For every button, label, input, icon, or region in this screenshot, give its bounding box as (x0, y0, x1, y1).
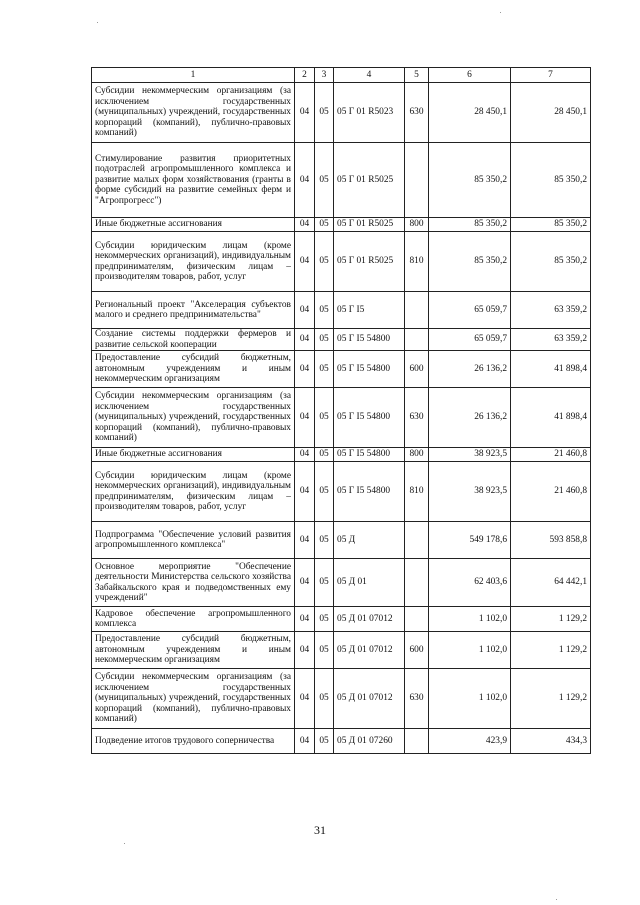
scan-speck (124, 843, 125, 844)
row-expense-type: 630 (405, 83, 429, 143)
row-value-1: 26 136,2 (429, 351, 511, 388)
row-expense-type: 630 (405, 669, 429, 729)
row-expense-type (405, 559, 429, 607)
row-value-1: 62 403,6 (429, 559, 511, 607)
table-row (92, 329, 591, 351)
row-name: Подведение итогов трудового соперничества (92, 729, 295, 754)
row-col-3: 05 (315, 388, 334, 448)
row-value-2: 85 350,2 (511, 232, 591, 292)
row-expense-type: 600 (405, 351, 429, 388)
row-value-2: 1 129,2 (511, 669, 591, 729)
row-name: Стимулирование развития приоритетных подотраслей агропромышленного комплекса и развитие малых форм хозяйствования (гранты в форме субсидий на развитие семейных ферм и "Агропрогресс") (92, 143, 295, 218)
row-value-1: 85 350,2 (429, 218, 511, 232)
row-expense-type (405, 607, 429, 632)
row-name: Основное мероприятие "Обеспечение деятельности Министерства сельского хозяйства Забайкальского края и подведомственных ему учреждений" (92, 559, 295, 607)
row-value-1: 423,9 (429, 729, 511, 754)
table-row (92, 607, 591, 632)
row-name: Региональный проект "Акселерация субъектов малого и среднего предпринимательства" (92, 292, 295, 329)
header-col-6: 6 (429, 68, 511, 83)
row-code: 05 Г I5 54800 (334, 351, 405, 388)
row-name: Кадровое обеспечение агропромышленного комплекса (92, 607, 295, 632)
row-col-2: 04 (295, 329, 315, 351)
row-expense-type (405, 143, 429, 218)
row-code: 05 Г 01 R5025 (334, 218, 405, 232)
row-value-1: 85 350,2 (429, 143, 511, 218)
row-value-1: 1 102,0 (429, 632, 511, 669)
row-name: Субсидии некоммерческим организациям (за исключением государственных (муниципальных) учреждений, государственных корпораций (компаний), публично-правовых компаний) (92, 388, 295, 448)
table-row (92, 729, 591, 754)
row-col-3: 05 (315, 218, 334, 232)
row-code: 05 Д 01 07012 (334, 607, 405, 632)
row-col-3: 05 (315, 669, 334, 729)
row-col-2: 04 (295, 351, 315, 388)
header-col-3: 3 (315, 68, 334, 83)
row-value-2: 434,3 (511, 729, 591, 754)
row-expense-type: 800 (405, 218, 429, 232)
row-expense-type: 810 (405, 462, 429, 522)
row-name: Субсидии некоммерческим организациям (за исключением государственных (муниципальных) учреждений, государственных корпораций (компаний), публично-правовых компаний) (92, 83, 295, 143)
row-col-2: 04 (295, 448, 315, 462)
row-name: Субсидии некоммерческим организациям (за исключением государственных (муниципальных) учреждений, государственных корпораций (компаний), публично-правовых компаний) (92, 669, 295, 729)
row-expense-type: 630 (405, 388, 429, 448)
row-expense-type (405, 522, 429, 559)
row-col-3: 05 (315, 448, 334, 462)
row-col-3: 05 (315, 632, 334, 669)
row-code: 05 Г I5 54800 (334, 448, 405, 462)
row-name: Иные бюджетные ассигнования (92, 218, 295, 232)
scan-speck (97, 22, 98, 23)
row-expense-type (405, 292, 429, 329)
row-col-2: 04 (295, 388, 315, 448)
row-col-3: 05 (315, 143, 334, 218)
row-col-2: 04 (295, 232, 315, 292)
row-col-3: 05 (315, 559, 334, 607)
budget-table (91, 67, 591, 754)
row-col-2: 04 (295, 607, 315, 632)
table-row (92, 143, 591, 218)
row-col-3: 05 (315, 232, 334, 292)
row-col-3: 05 (315, 83, 334, 143)
row-col-2: 04 (295, 462, 315, 522)
row-col-2: 04 (295, 729, 315, 754)
row-code: 05 Г I5 (334, 292, 405, 329)
row-name: Предоставление субсидий бюджетным, автономным учреждениям и иным некоммерческим организациям (92, 632, 295, 669)
row-value-1: 65 059,7 (429, 292, 511, 329)
row-value-2: 85 350,2 (511, 143, 591, 218)
row-col-2: 04 (295, 522, 315, 559)
row-value-2: 63 359,2 (511, 292, 591, 329)
table-row (92, 559, 591, 607)
row-value-2: 21 460,8 (511, 462, 591, 522)
row-col-3: 05 (315, 607, 334, 632)
row-name: Создание системы поддержки фермеров и развитие сельской кооперации (92, 329, 295, 351)
row-code: 05 Д 01 07012 (334, 669, 405, 729)
table-row (92, 632, 591, 669)
table-row (92, 522, 591, 559)
header-col-7: 7 (511, 68, 591, 83)
table-header-row (92, 68, 591, 83)
row-code: 05 Д 01 07012 (334, 632, 405, 669)
row-col-3: 05 (315, 462, 334, 522)
row-col-2: 04 (295, 218, 315, 232)
row-col-2: 04 (295, 632, 315, 669)
row-code: 05 Д 01 07260 (334, 729, 405, 754)
row-col-2: 04 (295, 143, 315, 218)
row-col-2: 04 (295, 292, 315, 329)
table-row (92, 669, 591, 729)
row-expense-type: 600 (405, 632, 429, 669)
row-value-1: 1 102,0 (429, 669, 511, 729)
row-value-1: 26 136,2 (429, 388, 511, 448)
page-number: 31 (314, 823, 326, 837)
table-row (92, 292, 591, 329)
table-row (92, 462, 591, 522)
table-row (92, 83, 591, 143)
row-value-1: 549 178,6 (429, 522, 511, 559)
row-code: 05 Д (334, 522, 405, 559)
row-name: Иные бюджетные ассигнования (92, 448, 295, 462)
scan-speck (556, 899, 557, 900)
row-col-2: 04 (295, 669, 315, 729)
row-value-1: 28 450,1 (429, 83, 511, 143)
row-expense-type: 800 (405, 448, 429, 462)
row-col-3: 05 (315, 292, 334, 329)
row-code: 05 Г I5 54800 (334, 329, 405, 351)
row-col-2: 04 (295, 83, 315, 143)
row-value-1: 38 923,5 (429, 448, 511, 462)
row-value-2: 1 129,2 (511, 607, 591, 632)
header-col-2: 2 (295, 68, 315, 83)
row-value-1: 38 923,5 (429, 462, 511, 522)
row-value-1: 1 102,0 (429, 607, 511, 632)
row-value-2: 21 460,8 (511, 448, 591, 462)
row-expense-type: 810 (405, 232, 429, 292)
scan-speck (500, 12, 501, 13)
row-code: 05 Д 01 (334, 559, 405, 607)
row-col-2: 04 (295, 559, 315, 607)
table-row (92, 232, 591, 292)
table-row (92, 388, 591, 448)
table-row (92, 351, 591, 388)
row-name: Подпрограмма "Обеспечение условий развития агропромышленного комплекса" (92, 522, 295, 559)
row-value-2: 1 129,2 (511, 632, 591, 669)
row-col-3: 05 (315, 522, 334, 559)
row-code: 05 Г I5 54800 (334, 462, 405, 522)
row-col-3: 05 (315, 729, 334, 754)
row-code: 05 Г 01 R5023 (334, 83, 405, 143)
row-value-2: 593 858,8 (511, 522, 591, 559)
row-expense-type (405, 729, 429, 754)
row-value-1: 65 059,7 (429, 329, 511, 351)
row-expense-type (405, 329, 429, 351)
row-name: Субсидии юридическим лицам (кроме некоммерческих организаций), индивидуальным предпринимателям, физическим лицам – производителям товаров, работ, услуг (92, 232, 295, 292)
row-name: Субсидии юридическим лицам (кроме некоммерческих организаций), индивидуальным предпринимателям, физическим лицам – производителям товаров, работ, услуг (92, 462, 295, 522)
row-value-2: 28 450,1 (511, 83, 591, 143)
row-col-3: 05 (315, 329, 334, 351)
row-name: Предоставление субсидий бюджетным, автономным учреждениям и иным некоммерческим организациям (92, 351, 295, 388)
table-row (92, 448, 591, 462)
row-value-2: 64 442,1 (511, 559, 591, 607)
table-body (92, 83, 591, 754)
row-value-2: 41 898,4 (511, 388, 591, 448)
row-value-2: 41 898,4 (511, 351, 591, 388)
row-code: 05 Г 01 R5025 (334, 232, 405, 292)
row-value-2: 85 350,2 (511, 218, 591, 232)
row-col-3: 05 (315, 351, 334, 388)
row-code: 05 Г I5 54800 (334, 388, 405, 448)
header-col-1: 1 (92, 68, 295, 83)
header-col-5: 5 (405, 68, 429, 83)
row-code: 05 Г 01 R5025 (334, 143, 405, 218)
header-col-4: 4 (334, 68, 405, 83)
table-row (92, 218, 591, 232)
row-value-2: 63 359,2 (511, 329, 591, 351)
row-value-1: 85 350,2 (429, 232, 511, 292)
